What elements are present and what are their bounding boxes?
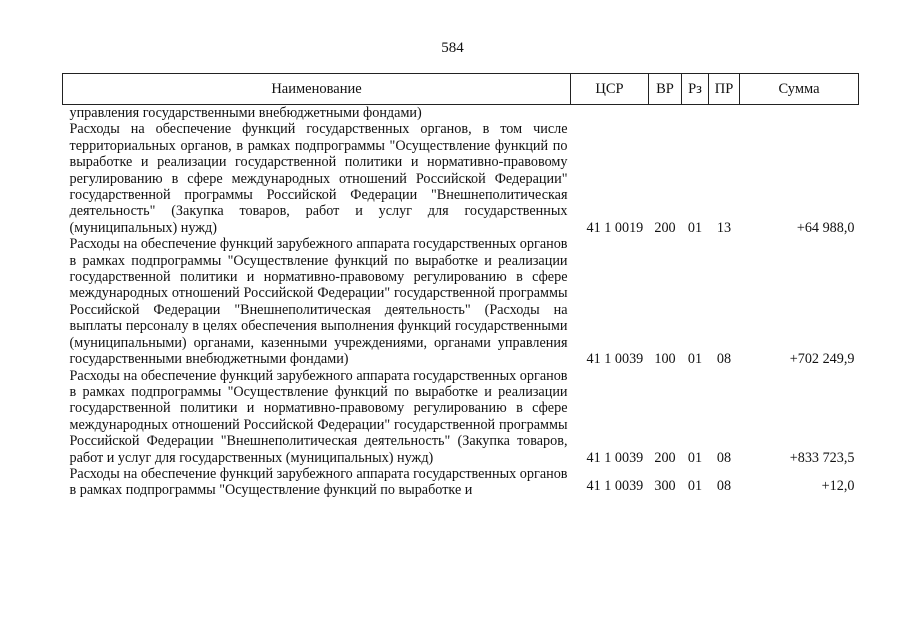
- row-rz: 01: [687, 449, 703, 466]
- header-sum: Сумма: [740, 74, 859, 105]
- row-sum: +64 988,0: [796, 219, 855, 236]
- row-vr: 100: [654, 351, 676, 368]
- row-pr: 13: [716, 219, 732, 236]
- row-vr: 200: [654, 449, 676, 466]
- header-name: Наименование: [63, 74, 571, 105]
- row-sum: [740, 105, 859, 122]
- table-row: [63, 368, 859, 466]
- row-csr: [571, 105, 649, 122]
- row-vr: [649, 105, 682, 122]
- row-name-text: управления государственными внебюджетными фондами): [69, 105, 422, 121]
- row-name: [63, 368, 571, 466]
- row-name: [63, 105, 571, 122]
- row-name-text: Расходы на обеспечение функций зарубежного аппарата государственных органов в рамках подпрограммы "Осуществление функций по выработке и реализации государственной политики и нормативно-правовому регулированию в сфере международных отношений Российской Федерации" государственной программы Российской Федерации "Внешнеполитическая деятельность" (Расходы на выплаты персоналу в целях обеспечения выполнения функций государственными (муниципальными) органами, казенными учреждениями, органами управления государственными внебюджетными фондами): [69, 236, 568, 368]
- row-rz: 01: [687, 219, 703, 236]
- row-rz: 01: [687, 351, 703, 368]
- table-header: [63, 74, 859, 105]
- table-row: [63, 105, 859, 122]
- table-body: [63, 105, 859, 499]
- row-csr: 41 1 0039: [586, 449, 644, 466]
- row-sum: +702 249,9: [789, 351, 855, 368]
- header-pr: ПР: [709, 74, 740, 105]
- row-vr: 200: [654, 219, 676, 236]
- header-vr: ВР: [649, 74, 682, 105]
- header-csr: ЦСР: [571, 74, 649, 105]
- row-csr: 41 1 0039: [586, 351, 644, 368]
- row-name-text: Расходы на обеспечение функций государственных органов, в том числе территориальных органов, в рамках подпрограммы "Осуществление функций по выработке и реализации государственной политики и нормативно-правовому регулированию в сфере международных отношений Российской Федерации" государственной программы Российской Федерации "Внешнеполитическая деятельность" (Закупка товаров, работ и услуг для государственных (муниципальных) нужд): [69, 121, 568, 236]
- table-row: [63, 466, 859, 499]
- row-name-text: Расходы на обеспечение функций зарубежного аппарата государственных органов в рамках подпрограммы "Осуществление функций по выработке и: [69, 465, 568, 499]
- row-name: [63, 466, 571, 499]
- row-csr: 41 1 0019: [586, 219, 644, 236]
- table-row: [63, 121, 859, 236]
- budget-table: [62, 73, 859, 499]
- row-name: [63, 121, 571, 236]
- row-rz: 01: [687, 477, 703, 494]
- row-pr: 08: [716, 449, 732, 466]
- row-pr: 08: [716, 351, 732, 368]
- row-sum: +12,0: [821, 477, 855, 494]
- row-sum: +833 723,5: [789, 449, 855, 466]
- page-number: 584: [441, 40, 464, 56]
- header-rz: Рз: [682, 74, 709, 105]
- row-pr: [709, 105, 740, 122]
- row-csr: 41 1 0039: [586, 477, 644, 494]
- row-vr: 300: [654, 477, 676, 494]
- row-pr: 08: [716, 477, 732, 494]
- row-rz: [682, 105, 709, 122]
- row-name: [63, 236, 571, 367]
- table-row: [63, 236, 859, 367]
- row-name-text: Расходы на обеспечение функций зарубежного аппарата государственных органов в рамках подпрограммы "Осуществление функций по выработке и реализации государственной политики и нормативно-правовому регулированию в сфере международных отношений Российской Федерации" государственной программы Российской Федерации "Внешнеполитическая деятельность" (Закупка товаров, работ и услуг для государственных (муниципальных) нужд): [69, 367, 568, 466]
